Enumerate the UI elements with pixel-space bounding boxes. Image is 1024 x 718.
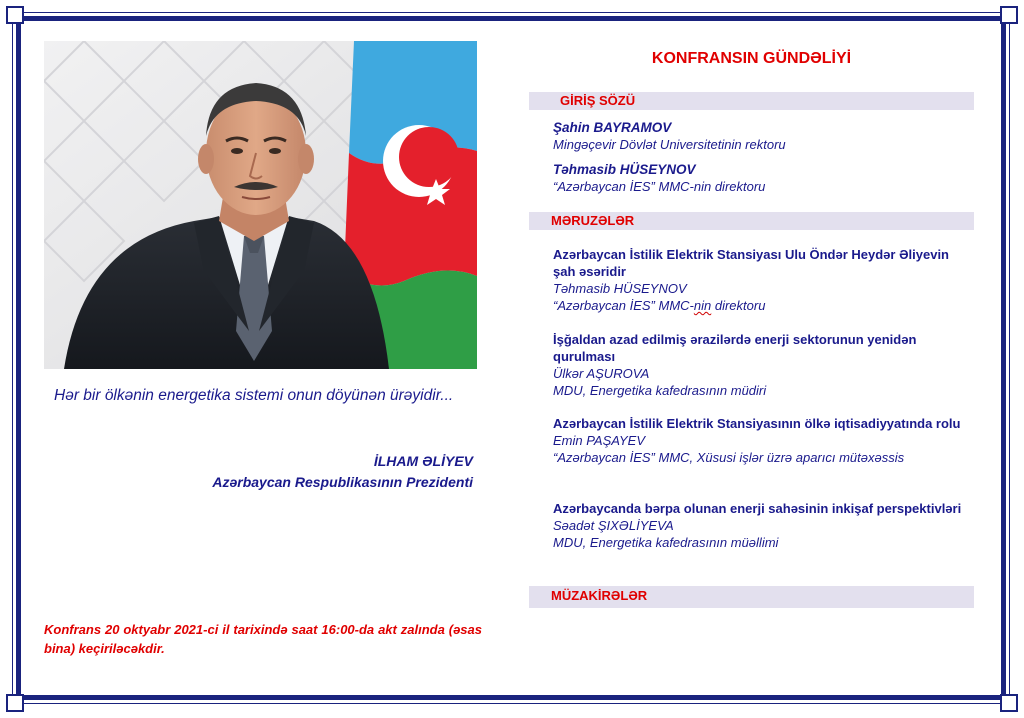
role-spellcheck-word: nin	[693, 298, 712, 313]
report-item	[553, 415, 968, 466]
speaker-role: “Azərbaycan İES” MMC-nin direktoru	[553, 179, 766, 194]
report-speaker-role: MDU, Energetika kafedrasının müdiri	[553, 383, 767, 398]
section-label: MÜZAKİRƏLƏR	[551, 588, 648, 603]
report-speaker: Səadət ŞIXƏLİYEVA	[553, 518, 674, 533]
report-title: Azərbaycan İstilik Elektrik Stansiyasının ölkə iqtisadiyyatında rolu	[553, 416, 961, 431]
frame-corner-ornament	[6, 694, 24, 712]
report-speaker: Təhmasib HÜSEYNOV	[553, 281, 687, 296]
report-item	[553, 331, 968, 399]
report-speaker: Emin PAŞAYEV	[553, 433, 645, 448]
agenda-title: KONFRANSIN GÜNDƏLİYİ	[651, 50, 852, 67]
speaker-name: Şahin BAYRAMOV	[553, 120, 672, 135]
quote-author-title: Azərbaycan Respublikasının Prezidenti	[212, 474, 473, 490]
speaker-role: Mingəçevir Dövlət Universitetinin rektoru	[553, 137, 786, 152]
section-header-discussions	[529, 586, 974, 608]
president-quote: Hər bir ölkənin energetika sistemi onun döyünən ürəyidir...	[54, 387, 454, 404]
quote-author: İLHAM ƏLİYEV	[373, 453, 473, 469]
president-portrait	[44, 41, 477, 369]
frame-corner-ornament	[6, 6, 24, 24]
role-prefix: “Azərbaycan İES” MMC-	[553, 298, 694, 313]
role-suffix: direktoru	[711, 298, 766, 313]
report-speaker-role	[553, 297, 968, 314]
report-speaker-role: “Azərbaycan İES” MMC, Xüsusi işlər üzrə aparıcı mütəxəssis	[553, 450, 905, 465]
intro-speaker	[553, 119, 968, 153]
report-speaker: Ülkər AŞUROVA	[553, 366, 650, 381]
conference-notice: Konfrans 20 oktyabr 2021-ci il tarixində saat 16:00-da akt zalında (əsas bina) keçiriləcəkdir.	[44, 622, 482, 656]
portrait-image	[44, 41, 477, 369]
speaker-name: Təhmasib HÜSEYNOV	[553, 162, 696, 177]
report-item	[553, 500, 968, 551]
report-title: İşğaldan azad edilmiş ərazilərdə enerji sektorunun yenidən qurulması	[553, 332, 917, 364]
section-label: MƏRUZƏLƏR	[551, 213, 635, 228]
report-item	[553, 246, 968, 314]
section-header-intro	[529, 92, 974, 110]
section-header-reports	[529, 212, 974, 230]
intro-speaker	[553, 161, 968, 195]
report-speaker-role: MDU, Energetika kafedrasının müəllimi	[553, 535, 779, 550]
report-title: Azərbaycanda bərpa olunan enerji sahəsinin inkişaf perspektivləri	[553, 501, 962, 516]
frame-corner-ornament	[1000, 694, 1018, 712]
frame-corner-ornament	[1000, 6, 1018, 24]
section-label: GİRİŞ SÖZÜ	[560, 93, 636, 108]
report-title: Azərbaycan İstilik Elektrik Stansiyası Ulu Öndər Heydər Əliyevin şah əsəridir	[553, 247, 949, 279]
